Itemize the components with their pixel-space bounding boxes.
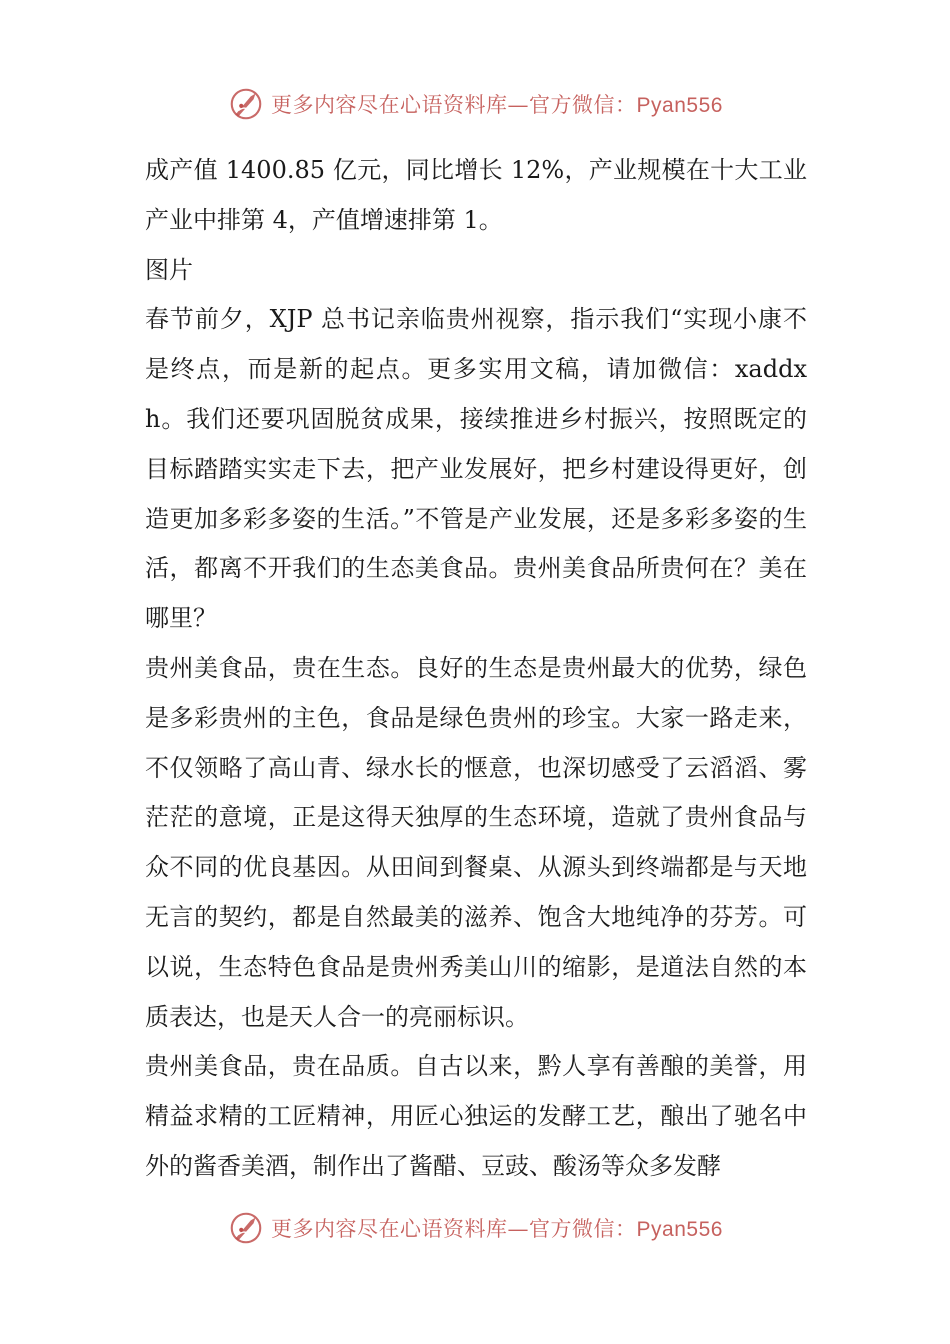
- header-watermark-text: 更多内容尽在心语资料库—官方微信：Pyan556: [271, 93, 723, 117]
- header-watermark-contact: Pyan556: [636, 94, 723, 117]
- footer-watermark-contact: Pyan556: [636, 1218, 723, 1241]
- paragraph-3: 春节前夕，XJP 总书记亲临贵州视察，指示我们“实现小康不是终点，而是新的起点。更多实用文稿，请加微信：xaddxh。我们还要巩固脱贫成果，接续推进乡村振兴，按照既定的目标踏踏实实走下去，把产业发展好，把乡村建设得更好，创造更加多彩多姿的生活。”不管是产业发展，还是多彩多姿的生活，都离不开我们的生态美食品。贵州美食品所贵何在？美在哪里？: [145, 305, 807, 633]
- footer-watermark-banner: [0, 1208, 950, 1248]
- pen-nib-icon: [227, 1209, 265, 1247]
- pen-nib-icon: [227, 85, 265, 123]
- paragraph-4: 贵州美食品，贵在生态。良好的生态是贵州最大的优势，绿色是多彩贵州的主色，食品是绿色贵州的珍宝。大家一路走来，不仅领略了高山青、绿水长的惬意，也深切感受了云滔滔、雾茫茫的意境，正是这得天独厚的生态环境，造就了贵州食品与众不同的优良基因。从田间到餐桌、从源头到终端都是与天地无言的契约，都是自然最美的滋养、饱含大地纯净的芬芳。可以说，生态特色食品是贵州秀美山川的缩影，是道法自然的本质表达，也是天人合一的亮丽标识。: [145, 653, 807, 1031]
- document-body: [145, 146, 807, 1192]
- header-watermark-banner: [0, 84, 950, 124]
- paragraph-5: 贵州美食品，贵在品质。自古以来，黔人享有善酿的美誉，用精益求精的工匠精神，用匠心独运的发酵工艺，酿出了驰名中外的酱香美酒，制作出了酱醋、豆豉、酸汤等众多发酵: [145, 1052, 807, 1180]
- paragraph-1: 成产值 1400.85 亿元，同比增长 12%，产业规模在十大工业产业中排第 4，产值增速排第 1。: [145, 156, 807, 234]
- image-placeholder-label: 图片: [145, 255, 193, 284]
- footer-watermark-text: 更多内容尽在心语资料库—官方微信：Pyan556: [271, 1217, 723, 1241]
